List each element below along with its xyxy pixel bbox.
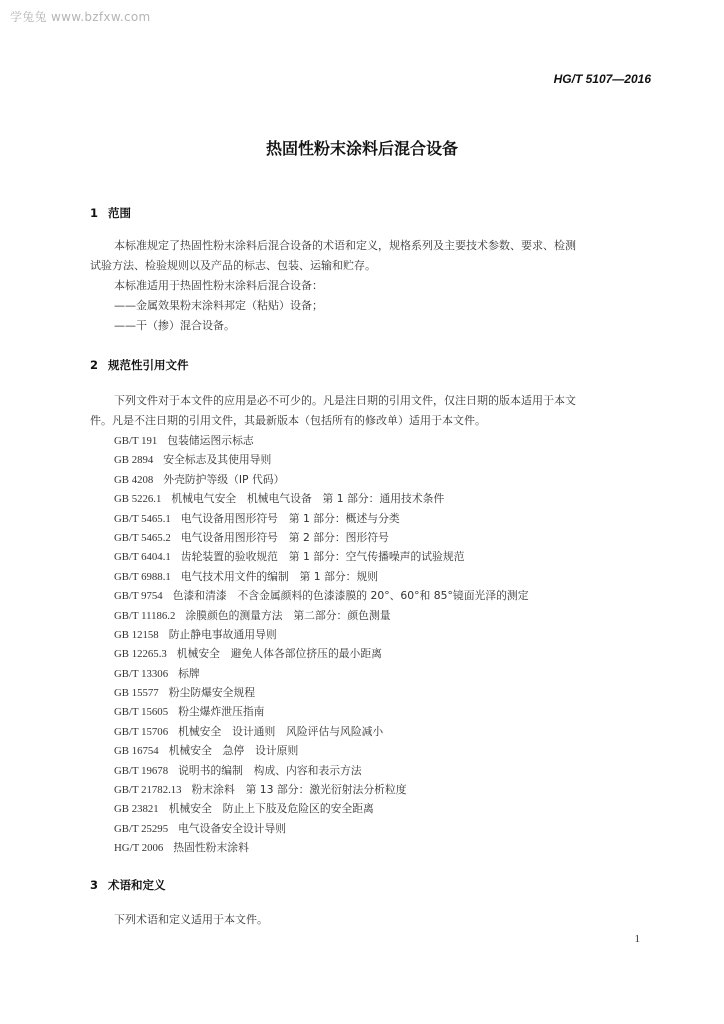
reference-item [114, 586, 529, 605]
paragraph: 本标准适用于热固性粉末涂料后混合设备： [114, 279, 323, 292]
reference-title: 机械电气安全 机械电气设备 第 1 部分：通用技术条件 [171, 492, 445, 506]
reference-item [114, 644, 529, 663]
reference-list [114, 431, 529, 858]
reference-code: GB 12265.3 [114, 648, 167, 661]
reference-item [114, 431, 529, 450]
reference-title: 电气技术用文件的编制 第 1 部分：规则 [180, 569, 379, 583]
reference-title: 外壳防护等级（IP 代码） [163, 472, 285, 486]
reference-item [114, 528, 529, 547]
reference-title: 热固性粉末涂料 [173, 841, 249, 855]
section-title: 规范性引用文件 [108, 358, 189, 372]
list-item: ——金属效果粉末涂料邦定（粘贴）设备； [114, 299, 323, 312]
reference-item [114, 664, 529, 683]
paragraph: 下列术语和定义适用于本文件。 [114, 913, 268, 926]
section-number: 1 [90, 206, 99, 220]
reference-code: GB 15577 [114, 687, 159, 700]
reference-item [114, 470, 529, 489]
reference-title: 涂膜颜色的测量方法 第二部分：颜色测量 [185, 608, 391, 622]
reference-item [114, 509, 529, 528]
reference-item [114, 547, 529, 566]
section-title: 术语和定义 [108, 878, 166, 892]
reference-code: GB/T 9754 [114, 590, 163, 603]
reference-title: 电气设备用图形符号 第 2 部分：图形符号 [180, 530, 389, 544]
reference-code: GB/T 13306 [114, 667, 169, 680]
reference-code: GB/T 6404.1 [114, 551, 171, 564]
reference-item [114, 819, 529, 838]
section-title: 范围 [108, 206, 131, 220]
reference-title: 粉尘爆炸泄压指南 [178, 705, 265, 719]
reference-item [114, 450, 529, 469]
reference-code: GB 2894 [114, 454, 154, 467]
reference-item [114, 838, 529, 857]
reference-code: GB/T 6988.1 [114, 570, 171, 583]
reference-code: GB/T 15605 [114, 706, 169, 719]
reference-code: GB/T 5465.1 [114, 512, 171, 525]
reference-code: GB 5226.1 [114, 493, 162, 506]
reference-code: GB/T 19678 [114, 764, 169, 777]
reference-item [114, 799, 529, 818]
reference-item [114, 741, 529, 760]
reference-code: GB/T 11186.2 [114, 609, 176, 622]
reference-code: GB/T 15706 [114, 725, 169, 738]
reference-item [114, 567, 529, 586]
reference-item [114, 702, 529, 721]
reference-title: 包装储运图示标志 [167, 434, 254, 447]
watermark: 学兔兔 www.bzfxw.com [10, 10, 151, 24]
reference-item [114, 625, 529, 644]
reference-title: 粉末涂料 第 13 部分：激光衍射法分析粒度 [191, 783, 407, 797]
section-3-heading [90, 877, 166, 893]
section-number: 2 [90, 358, 99, 372]
document-code: HG/T 5107—2016 [553, 72, 651, 86]
reference-title: 电气设备安全设计导则 [178, 821, 287, 835]
reference-code: HG/T 2006 [114, 842, 164, 855]
reference-title: 标牌 [178, 666, 200, 680]
paragraph: 件。凡是不注日期的引用文件，其最新版本（包括所有的修改单）适用于本文件。 [90, 414, 486, 427]
reference-code: GB 23821 [114, 803, 159, 816]
reference-code: GB/T 5465.2 [114, 531, 171, 544]
section-number: 3 [90, 878, 99, 892]
list-item: ——干（掺）混合设备。 [114, 319, 235, 332]
paragraph: 试验方法、检验规则以及产品的标志、包装、运输和贮存。 [90, 259, 376, 272]
section-2-heading [90, 357, 189, 373]
reference-title: 粉尘防爆安全规程 [168, 686, 256, 700]
page-number: 1 [634, 933, 640, 945]
reference-code: GB 12158 [114, 628, 159, 641]
document-title: 热固性粉末涂料后混合设备 [265, 139, 458, 158]
reference-title: 说明书的编制 构成、内容和表示方法 [178, 763, 362, 777]
reference-item [114, 780, 529, 799]
reference-item [114, 489, 529, 508]
reference-item [114, 722, 529, 741]
section-1-heading [90, 205, 131, 221]
paragraph: 下列文件对于本文件的应用是必不可少的。凡是注日期的引用文件，仅注日期的版本适用于本文 [114, 394, 576, 407]
reference-code: GB 4208 [114, 473, 154, 486]
reference-item [114, 606, 529, 625]
reference-title: 色漆和清漆 不含金属颜料的色漆漆膜的 20°、60°和 85°镜面光泽的测定 [172, 589, 529, 603]
reference-title: 机械安全 设计通则 风险评估与风险减小 [178, 724, 384, 738]
reference-title: 齿轮装置的验收规范 第 1 部分：空气传播噪声的试验规范 [180, 550, 465, 564]
reference-title: 机械安全 防止上下肢及危险区的安全距离 [168, 802, 374, 816]
paragraph: 本标准规定了热固性粉末涂料后混合设备的术语和定义，规格系列及主要技术参数、要求、检测 [114, 239, 576, 252]
reference-title: 机械安全 避免人体各部位挤压的最小距离 [176, 647, 382, 661]
reference-code: GB/T 191 [114, 435, 158, 447]
reference-title: 电气设备用图形符号 第 1 部分：概述与分类 [180, 511, 400, 525]
reference-title: 防止静电事故通用导则 [168, 627, 277, 641]
reference-code: GB/T 21782.13 [114, 784, 182, 797]
reference-title: 安全标志及其使用导则 [163, 453, 272, 467]
reference-item [114, 683, 529, 702]
reference-title: 机械安全 急停 设计原则 [168, 744, 299, 758]
reference-code: GB 16754 [114, 745, 159, 758]
reference-code: GB/T 25295 [114, 822, 169, 835]
reference-item [114, 761, 529, 780]
